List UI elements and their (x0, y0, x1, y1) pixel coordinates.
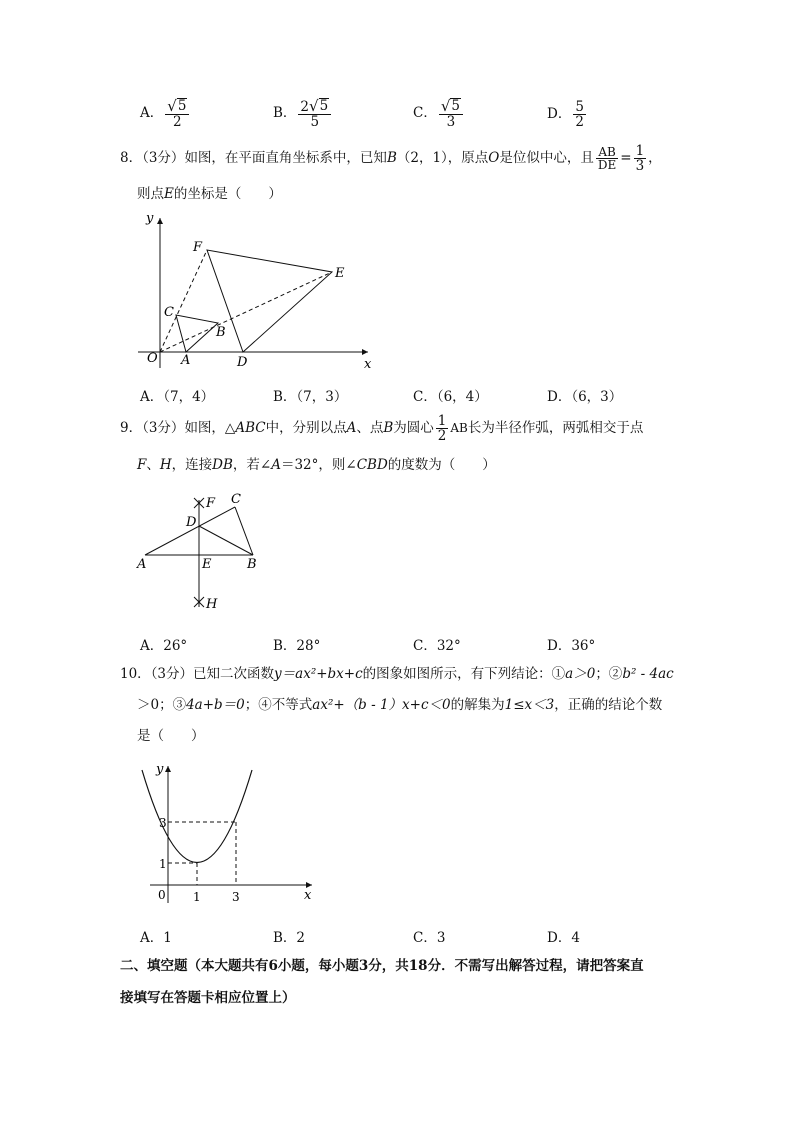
q9-triangle-figure (130, 485, 280, 615)
q10-label-origin: 0 (158, 888, 166, 902)
q9-line2: F、H，连接DB，若∠A＝32°，则∠CBD的度数为（ ） (137, 457, 496, 473)
q8-option-a: A．（7，4） (140, 389, 215, 405)
q9-option-a: A．26° (140, 638, 188, 654)
q7-option-a-fraction: √ 5 2 (165, 98, 189, 129)
q9-label-a: A (137, 557, 147, 572)
q9-label-h: H (206, 597, 218, 612)
q8-label-b: B (216, 325, 226, 340)
q8-label-f: F (193, 240, 203, 255)
q9-segment-cb (235, 507, 253, 555)
q7-option-a: A． √ 5 2 (140, 98, 191, 129)
q9-line1: 9．（3分）如图，△ABC中，分别以点A、点B为圆心 $\frac{1}{2}$ AB长为半径作弧，两弧相交于点 (120, 413, 644, 445)
q8-ratio-fraction: $\frac{1}{3}$ (635, 143, 645, 175)
q8-line1: 8．（3分）如图，在平面直角坐标系中，已知B（2，1），原点O是位似中心，且 $\frac{AB}{DE}$ = $\frac{1}{3}$ ， (120, 143, 662, 175)
q8-label-d: D (237, 355, 248, 370)
q8-option-b: B．（7，3） (273, 389, 348, 405)
q9-option-b: B．28° (273, 638, 321, 654)
q10-option-c: C．3 (413, 930, 446, 946)
q10-label-x: x (304, 888, 312, 903)
q10-parabola-figure (135, 755, 320, 905)
q8-dashed-of (160, 250, 207, 352)
q10-label-y3: 3 (159, 816, 167, 830)
q7-option-c: C． √ 5 3 (413, 98, 465, 129)
q10-label-x1: 1 (193, 890, 201, 904)
q8-option-c: C．（6，4） (413, 389, 488, 405)
q10-label-y: y (156, 762, 164, 777)
q8-label-c: C (164, 305, 174, 320)
q8-ab-de-fraction: $\frac{AB}{DE}$ (597, 144, 617, 173)
q7-option-c-fraction: √ 5 3 (439, 98, 463, 129)
q8-triangle-abc (176, 315, 218, 352)
q10-option-d: D．4 (547, 930, 580, 946)
q10-label-y1: 1 (159, 857, 167, 871)
q7-option-b: B． 2 √ 5 5 (273, 98, 333, 129)
section2-heading-line2: 接填写在答题卡相应位置上） (120, 990, 296, 1006)
q8-label-x: x (364, 357, 372, 372)
q9-segment-db (199, 526, 253, 555)
q9-option-d: D．36° (547, 638, 596, 654)
q8-label-a: A (181, 353, 191, 368)
q9-option-c: C．32° (413, 638, 461, 654)
section2-heading-line1: 二、填空题（本大题共有6小题，每小题3分，共18分．不需写出解答过程，请把答案直 (120, 958, 644, 974)
q7-option-b-fraction: 2 √ 5 5 (298, 98, 331, 129)
q7-option-d: D． $\frac{5}{2}$ (547, 99, 584, 131)
q8-line2: 则点E的坐标是（ ） (137, 186, 282, 202)
q8-dashed-oe (160, 272, 332, 352)
q8-coordinate-figure (130, 205, 390, 375)
q10-line1: 10．（3分）已知二次函数y＝ax²+bx+c的图象如图所示，有下列结论：①a＞0；②b² - 4ac (120, 666, 674, 682)
q10-line2: ＞0；③4a+b＝0；④不等式ax²+（b - 1）x+c＜0的解集为1≤x＜3，正确的结论个数 (137, 697, 663, 713)
q10-option-a: A．1 (140, 930, 172, 946)
q8-option-d: D．（6，3） (547, 389, 623, 405)
q9-label-f: F (206, 496, 216, 511)
q7-option-d-fraction: $\frac{5}{2}$ (575, 99, 584, 131)
q8-label-e: E (335, 266, 345, 281)
q9-label-c: C (231, 492, 241, 507)
q9-label-b: B (247, 557, 257, 572)
q8-label-y: y (146, 211, 154, 226)
q10-label-x3: 3 (232, 890, 240, 904)
q8-label-o: O (147, 351, 158, 366)
q9-half-fraction: $\frac{1}{2}$ (437, 413, 447, 445)
q9-label-d: D (186, 515, 197, 530)
q9-label-e: E (202, 557, 212, 572)
q10-option-b: B．2 (273, 930, 306, 946)
q10-line3: 是（ ） (137, 728, 205, 744)
